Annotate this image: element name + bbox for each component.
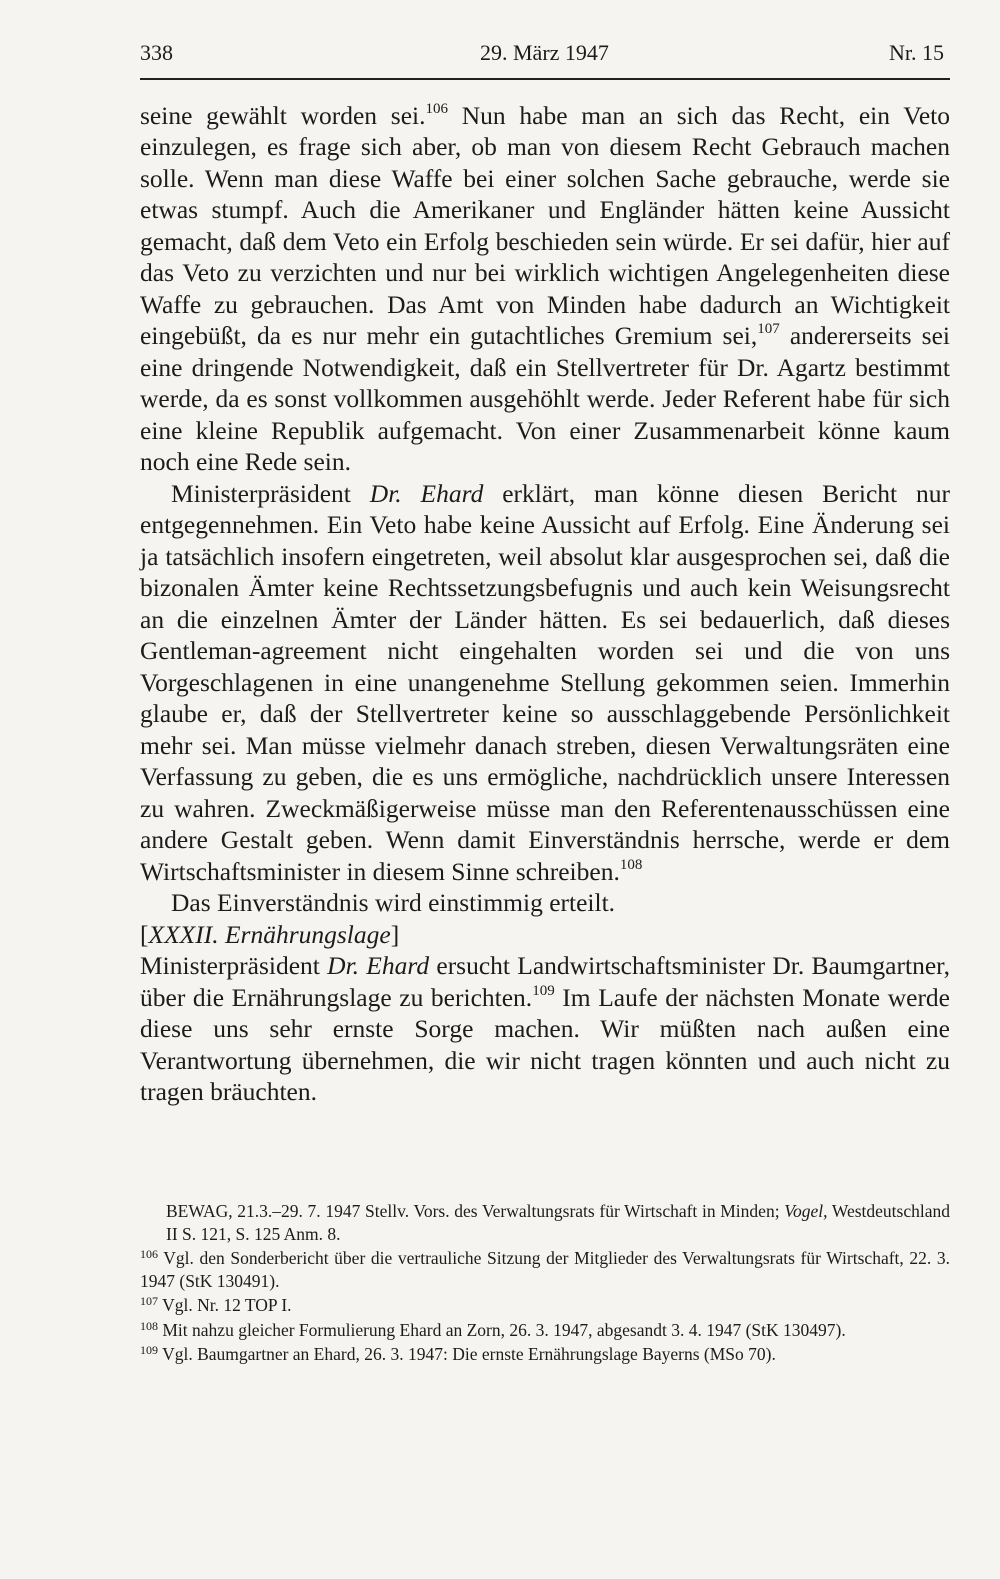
document-number: Nr. 15 xyxy=(889,40,944,65)
footnote-number: 107 xyxy=(140,1294,158,1308)
body-text xyxy=(140,100,950,1108)
footnote-text: Vgl. Nr. 12 TOP I. xyxy=(162,1295,292,1315)
paragraph-4-text-a: Ministerpräsident xyxy=(140,951,328,980)
section-title: XXXII. Ernährungslage xyxy=(148,919,391,949)
footnote-author: Vogel xyxy=(784,1201,824,1221)
footnote-106 xyxy=(140,1247,950,1292)
speaker-name: Dr. Ehard xyxy=(327,951,430,980)
paragraph-2 xyxy=(140,478,950,888)
header-date: 29. März 1947 xyxy=(480,40,609,65)
running-head xyxy=(140,38,950,68)
page xyxy=(140,38,950,1108)
footnote-ref-106[interactable]: 106 xyxy=(425,100,448,117)
footnote-number: 109 xyxy=(140,1343,158,1357)
speaker-name: Dr. Ehard xyxy=(369,478,484,508)
footnote-text: Vgl. Baumgartner an Ehard, 26. 3. 1947: Die ernste Ernährungslage Bayerns (MSo 70). xyxy=(162,1344,776,1364)
paragraph-4-text-b: ersucht Landwirtschaftsminister Dr. Baumgartner, über die Ernährungslage zu berichten. xyxy=(140,951,950,1012)
page-number: 338 xyxy=(140,40,173,65)
paragraph-1-text-c: andererseits sei eine dringende Notwendigkeit, daß ein Stellvertreter für Dr. Agartz bestimmt werde, da es sonst vollkommen ausgehöhlt werde. Jeder Referent habe für sich eine kleine Republik aufgemacht. Von einer Zusammenarbeit könne kaum noch eine Rede sein. xyxy=(140,321,950,476)
paragraph-4-text-c: Im Laufe der nächsten Monate werde diese uns sehr ernste Sorge machen. Wir müßten nach außen eine Verantwortung übernehmen, die wir nicht tragen könnten und auch nicht zu tragen bräuchten. xyxy=(140,982,951,1106)
paragraph-3: Das Einverständnis wird einstimmig erteilt. xyxy=(171,888,616,917)
paragraph-1 xyxy=(140,100,950,478)
footnote-text: Vgl. den Sonderbericht über die vertrauliche Sitzung der Mitglieder des Verwaltungsrats für Wirtschaft, 22. 3. 1947 (StK 130491). xyxy=(140,1248,950,1291)
section-bracket-close: ] xyxy=(390,919,400,949)
header-rule xyxy=(140,78,950,80)
footnote-ref-108[interactable]: 108 xyxy=(619,856,643,873)
paragraph-2-text-a: Ministerpräsident xyxy=(171,478,370,508)
footnote-ref-107[interactable]: 107 xyxy=(757,321,780,337)
section-bracket-open: [ xyxy=(140,919,149,949)
paragraph-2-text-b: erklärt, man könne diesen Bericht nur entgegennehmen. Ein Veto habe keine Aussicht auf Erfolg. Eine Änderung sei ja tatsächlich insofern eingetreten, weil absolut klar ausgesprochen sei, daß die bizonalen Ämter keine Rechtssetzungsbefugnis und auch kein Weisungsrecht an die einzelnen Ämter der Länder hätten. Es sei bedauerlich, daß dieses Gentleman-agreement nicht eingehalten worden sei und die von uns Vorgeschlagenen in eine unangenehme Stellung gekommen seien. Immerhin glaube er, daß der Stellvertreter keine so ausschlaggebende Persönlichkeit mehr sei. Man müsse vielmehr danach streben, diesen Verwaltungsräten eine Verfassung zu geben, die es uns ermögliche, nachdrücklich unsere Interessen zu wahren. Zweckmäßigerweise müsse man den Referentenausschüssen eine andere Gestalt geben. Wenn damit Einverständnis herrsche, werde er dem Wirtschaftsminister in diesem Sinne schreiben. xyxy=(140,478,950,886)
paragraph-4 xyxy=(140,950,950,1108)
footnote-ref-109[interactable]: 109 xyxy=(532,982,555,999)
footnote-number: 108 xyxy=(140,1318,158,1333)
footnotes xyxy=(140,1200,950,1368)
footnote-continued-text-b: , Westdeutschland II S. 121, S. 125 Anm. 8. xyxy=(166,1201,950,1244)
footnote-continued-text-a: BEWAG, 21.3.–29. 7. 1947 Stellv. Vors. des Verwaltungsrats für Wirtschaft in Minden; xyxy=(166,1201,785,1221)
paragraph-1-text-b: Nun habe man an sich das Recht, ein Veto einzulegen, es frage sich aber, ob man von diesem Recht Gebrauch machen solle. Wenn man diese Waffe bei einer solchen Sache gebrauche, werde sie etwas stumpf. Auch die Amerikaner und Engländer hätten keine Aussicht gemacht, daß dem Veto ein Erfolg beschieden sein würde. Er sei dafür, hier auf das Veto zu verzichten und nur bei wirklich wichtigen Angelegenheiten diese Waffe zu gebrauchen. Das Amt von Minden habe dadurch an Wichtigkeit eingebüßt, da es nur mehr ein gutachtliches Gremium sei, xyxy=(140,100,950,350)
footnote-number: 106 xyxy=(140,1247,158,1261)
footnote-continued xyxy=(140,1200,950,1245)
footnote-108 xyxy=(140,1319,950,1342)
footnote-109 xyxy=(140,1343,950,1366)
paragraph-1-text-a: seine gewählt worden sei. xyxy=(140,100,426,130)
footnote-text: Mit nahzu gleicher Formulierung Ehard an Zorn, 26. 3. 1947, abgesandt 3. 4. 1947 (StK 130497). xyxy=(162,1319,846,1340)
footnote-107 xyxy=(140,1294,950,1317)
section-heading xyxy=(140,919,950,951)
